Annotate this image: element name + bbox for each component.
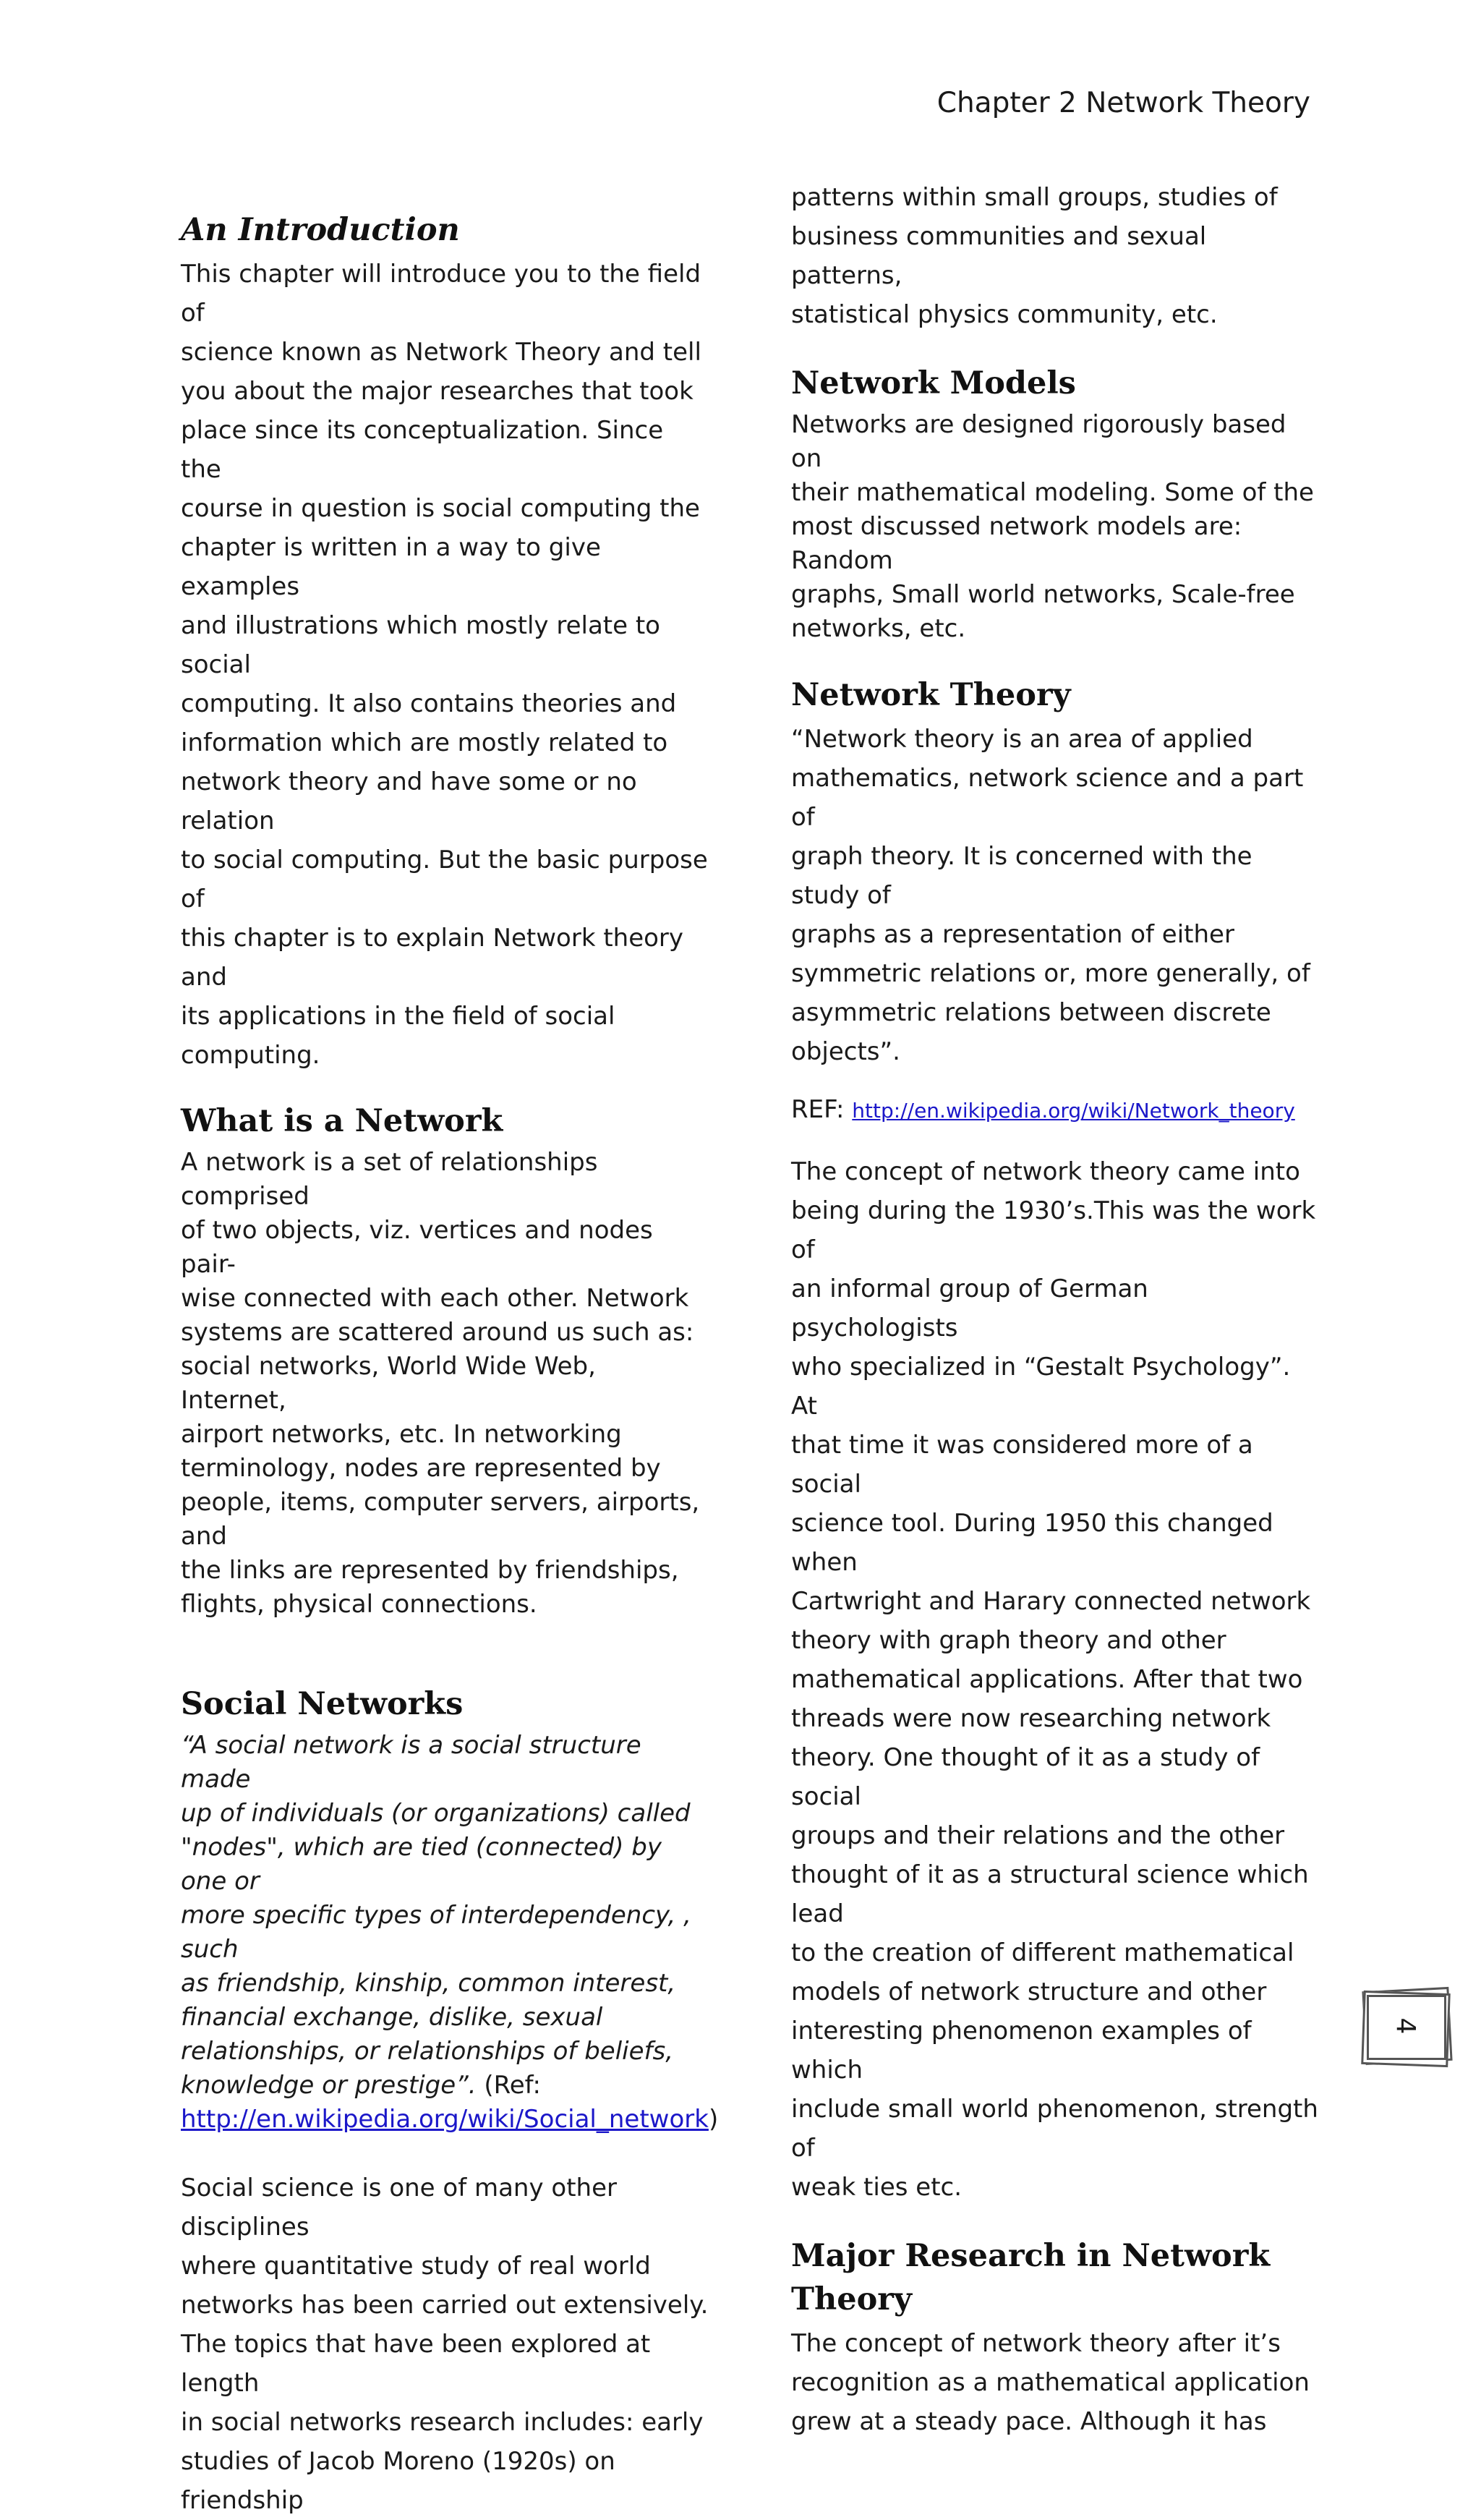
text-line: “Network theory is an area of applied xyxy=(791,725,1253,754)
text-line: Networks are designed rigorously based on xyxy=(791,410,1286,473)
text-line: A network is a set of relationships comprised xyxy=(181,1148,598,1211)
text-line: the links are represented by friendships, xyxy=(181,1556,679,1585)
social-networks-quote xyxy=(181,1729,719,2137)
right-column xyxy=(791,178,1319,2441)
page-number: 4 xyxy=(1391,2017,1421,2035)
text-line: systems are scattered around us such as: xyxy=(181,1318,694,1347)
text-line: networks has been carried out extensively. xyxy=(181,2291,709,2320)
left-column xyxy=(181,178,719,2520)
text-line: groups and their relations and the other xyxy=(791,1821,1285,1850)
major-research-heading-line1: Major Research in Network xyxy=(791,2238,1271,2274)
text-line: computing. xyxy=(181,1041,320,1070)
text-line: airport networks, etc. In networking xyxy=(181,1420,622,1449)
text-line: graph theory. It is concerned with the study of xyxy=(791,842,1252,910)
text-line: that time it was considered more of a social xyxy=(791,1431,1253,1499)
major-research-heading xyxy=(791,2234,1319,2321)
intro-paragraph xyxy=(181,255,709,1075)
text-line: graphs as a representation of either xyxy=(791,920,1234,949)
text-line: The topics that have been explored at length xyxy=(181,2330,651,2398)
text-line: up of individuals (or organizations) called xyxy=(181,1799,691,1828)
text-line: their mathematical modeling. Some of the xyxy=(791,478,1314,507)
text-line: studies of Jacob Moreno (1920s) on friendship xyxy=(181,2447,615,2515)
text-line: science known as Network Theory and tell xyxy=(181,338,701,367)
text-line: to the creation of different mathematical xyxy=(791,1938,1294,1967)
text-line: relationships, or relationships of beliefs, xyxy=(181,2037,674,2066)
text-line: science tool. During 1950 this changed when xyxy=(791,1509,1273,1577)
social-networks-heading: Social Networks xyxy=(181,1686,464,1722)
text-line: who specialized in “Gestalt Psychology”. At xyxy=(791,1353,1291,1421)
text-line: computing. It also contains theories and xyxy=(181,689,677,718)
major-research-paragraph xyxy=(791,2324,1319,2441)
social-ref-suffix: ) xyxy=(708,2105,719,2134)
text-line: “A social network is a social structure made xyxy=(181,1731,641,1794)
social-science-paragraph xyxy=(181,2168,709,2520)
text-line: asymmetric relations between discrete xyxy=(791,998,1271,1027)
text-line: information which are mostly related to xyxy=(181,728,668,757)
text-line: Social science is one of many other disciplines xyxy=(181,2174,617,2242)
text-line: recognition as a mathematical application xyxy=(791,2368,1310,2397)
social-network-link[interactable]: http://en.wikipedia.org/wiki/Social_network xyxy=(181,2105,709,2134)
text-line: as friendship, kinship, common interest, xyxy=(181,1969,676,1998)
text-line: patterns within small groups, studies of xyxy=(791,183,1278,212)
text-line: network theory and have some or no relation xyxy=(181,767,637,835)
text-line: This chapter will introduce you to the field of xyxy=(181,260,701,328)
text-line: "nodes", which are tied (connected) by one or xyxy=(181,1833,662,1896)
text-line: most discussed network models are: Random xyxy=(791,512,1242,575)
continued-paragraph xyxy=(791,178,1319,334)
network-theory-heading: Network Theory xyxy=(791,677,1071,713)
major-research-heading-line2: Theory xyxy=(791,2281,912,2317)
text-line: being during the 1930’s.This was the work of xyxy=(791,1196,1316,1264)
social-ref-prefix: (Ref: xyxy=(476,2071,541,2100)
text-line: where quantitative study of real world xyxy=(181,2252,651,2281)
text-line: symmetric relations or, more generally, of xyxy=(791,959,1310,988)
text-line: mathematical applications. After that two xyxy=(791,1665,1303,1694)
text-line: social networks, World Wide Web, Internet, xyxy=(181,1352,596,1415)
text-line: flights, physical connections. xyxy=(181,1590,537,1619)
network-heading: What is a Network xyxy=(181,1103,503,1139)
text-line: chapter is written in a way to give examples xyxy=(181,533,601,601)
text-line: of two objects, viz. vertices and nodes pair- xyxy=(181,1216,653,1279)
text-line: people, items, computer servers, airports, and xyxy=(181,1488,700,1551)
text-line: thought of it as a structural science which lead xyxy=(791,1860,1309,1928)
text-line: Cartwright and Harary connected network xyxy=(791,1587,1311,1616)
text-line: include small world phenomenon, strength of xyxy=(791,2095,1318,2163)
text-line: more specific types of interdependency, , such xyxy=(181,1901,691,1964)
text-line: The concept of network theory came into xyxy=(791,1157,1300,1186)
text-line: theory. One thought of it as a study of social xyxy=(791,1743,1260,1811)
ref-prefix: REF: xyxy=(791,1095,853,1124)
network-models-paragraph xyxy=(791,408,1319,646)
network-models-heading: Network Models xyxy=(791,365,1076,401)
text-line: models of network structure and other xyxy=(791,1978,1267,2006)
text-line: financial exchange, dislike, sexual xyxy=(181,2003,603,2032)
text-line: you about the major researches that took xyxy=(181,377,693,406)
text-line: to social computing. But the basic purpose of xyxy=(181,846,708,914)
network-theory-link[interactable]: http://en.wikipedia.org/wiki/Network_theory xyxy=(852,1099,1295,1123)
text-line: this chapter is to explain Network theory and xyxy=(181,924,684,992)
network-theory-quote xyxy=(791,720,1319,1071)
social-quote-lines xyxy=(181,1731,691,2066)
network-paragraph xyxy=(181,1146,709,1622)
running-header: Chapter 2 Network Theory xyxy=(936,87,1310,119)
text-line: business communities and sexual patterns, xyxy=(791,222,1207,290)
text-line: threads were now researching network xyxy=(791,1704,1271,1733)
text-line: weak ties etc. xyxy=(791,2173,963,2202)
text-line: its applications in the field of social xyxy=(181,1002,615,1031)
text-line: place since its conceptualization. Since the xyxy=(181,416,664,484)
network-theory-ref xyxy=(791,1091,1319,1129)
text-line: graphs, Small world networks, Scale-free xyxy=(791,580,1295,609)
page-number-badge xyxy=(1360,1988,1452,2064)
social-quote-last: knowledge or prestige”. xyxy=(181,2071,477,2100)
text-line: networks, etc. xyxy=(791,614,966,643)
text-line: and illustrations which mostly relate to social xyxy=(181,611,660,679)
text-line: statistical physics community, etc. xyxy=(791,300,1218,329)
concept-paragraph xyxy=(791,1152,1319,2207)
text-line: mathematics, network science and a part of xyxy=(791,764,1304,832)
text-line: The concept of network theory after it’s xyxy=(791,2329,1281,2358)
intro-heading: An Introduction xyxy=(181,212,460,248)
text-line: interesting phenomenon examples of which xyxy=(791,2017,1252,2085)
text-line: terminology, nodes are represented by xyxy=(181,1454,661,1483)
text-line: grew at a steady pace. Although it has xyxy=(791,2407,1267,2436)
text-line: an informal group of German psychologists xyxy=(791,1274,1148,1342)
text-line: objects”. xyxy=(791,1037,900,1066)
text-line: theory with graph theory and other xyxy=(791,1626,1226,1655)
text-line: wise connected with each other. Network xyxy=(181,1284,689,1313)
text-line: course in question is social computing the xyxy=(181,494,700,523)
text-line: in social networks research includes: early xyxy=(181,2408,704,2437)
